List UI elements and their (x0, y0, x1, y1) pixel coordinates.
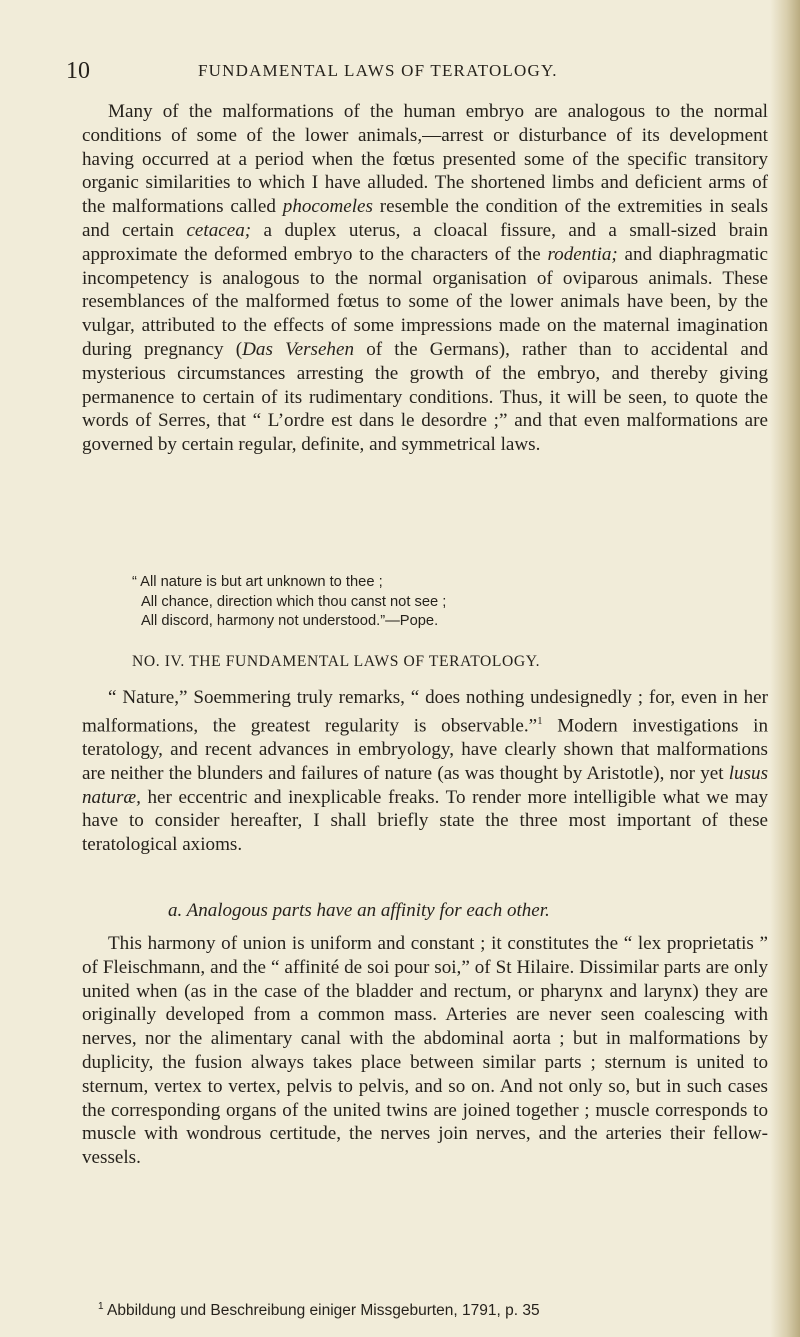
term-phocomeles: phocomeles (282, 196, 373, 218)
intro-paragraph (82, 100, 768, 457)
quote-line-1: “ All nature is but art unknown to thee ; (132, 574, 383, 590)
page-edge-shadow (770, 0, 800, 1337)
section-text-1: “ Nature,” Soemmering truly remarks, “ does nothing undesignedly ; for, even in her malformations, the greatest regularity is observable.” (82, 687, 768, 737)
term-cetacea: cetacea; (186, 219, 252, 241)
page-header (66, 58, 726, 88)
section-heading: NO. IV. THE FUNDAMENTAL LAWS OF TERATOLOGY. (132, 653, 541, 670)
section-text-3: her eccentric and inexplicable freaks. To render more intelligible what we may have to consider hereafter, I shall briefly state the three most important of these teratological axioms. (82, 786, 768, 856)
section-text-2: Modern investigations in teratology, and recent advances in embryology, have clearly shown that malformations are neither the blunders and failures of nature (as was thought by Aristotle), nor yet (82, 715, 768, 784)
quote-line-3: All discord, harmony not understood.”—Pope. (141, 613, 439, 629)
term-das-versehen: Das Versehen (242, 338, 354, 360)
running-head: FUNDAMENTAL LAWS OF TERATOLOGY. (198, 61, 558, 80)
intro-paragraph-block (82, 100, 768, 457)
subsection-paragraph: This harmony of union is uniform and constant ; it constitutes the “ lex proprietatis ” of Fleischmann, and the “ affinité de soi pour soi,” of St Hilaire. Dissimilar parts are only united when (as in the case of the bladder and rectum, or pharynx and larynx) they are originally developed from a common mass. Arteries are never seen coalescing with nerves, nor the alimentary canal with the abdominal aorta ; but in malformations by duplicity, the fusion always takes place between similar parts ; sternum is united to sternum, vertex to vertex, pelvis to pelvis, and so on. And not only so, but in such cases the corresponding organs of the united twins are joined together ; muscle corresponds to muscle with wondrous certitude, the nerves join nerves, and the arteries their fellow-vessels. (82, 933, 768, 1169)
page-number: 10 (66, 58, 90, 84)
footnote-text: Abbildung und Beschreibung einiger Missgeburten, 1791, p. 35 (107, 1302, 540, 1320)
pope-quotation (132, 573, 552, 632)
footnote-reference: 1 (537, 714, 543, 727)
quote-line-2: All chance, direction which thou canst not see ; (141, 593, 447, 610)
footnote-marker: 1 (98, 1301, 104, 1312)
intro-text-1: Many of the malformations of the human embryo are analogous to the normal conditions of some of the lower animals,—arrest or disturbance of its development having occurred at a period when the fœtus presented some of the specific transitory organic similarities to which I have alluded. The shortened limbs and deficient arms of the malformations called (82, 101, 768, 218)
intro-text-3: a duplex uterus, a cloacal fissure, and a small-sized brain approximate the deformed embryo to the characters of the (82, 219, 768, 265)
section-paragraph-block (82, 686, 768, 857)
intro-text-5: of the Germans), rather than to accidental and mysterious circumstances arresting the growth of the embryo, and thereby giving permanence to certain of its rudimentary conditions. Thus, it will be seen, to quote the words of Serres, that “ L’ordre est dans le desordre ;” and that even malformations are governed by certain regular, definite, and symmetrical laws. (82, 338, 768, 456)
term-lusus-naturae: lusus naturæ, (82, 762, 768, 808)
subsection-paragraph-block (82, 932, 768, 1170)
intro-text-4: and diaphragmatic incompetency is analogous to the normal organisation of oviparous animals. These resemblances of the malformed fœtus to some of the lower animals have been, by the vulgar, attributed to the effects of some impressions made on the maternal imagination during pregnancy ( (82, 243, 768, 360)
term-rodentia: rodentia; (547, 243, 618, 265)
intro-text-2: resemble the condition of the extremities in seals and certain (82, 196, 768, 241)
footnote (98, 1301, 778, 1320)
section-paragraph (82, 686, 768, 857)
subsection-heading: a. Analogous parts have an affinity for each other. (168, 900, 550, 921)
